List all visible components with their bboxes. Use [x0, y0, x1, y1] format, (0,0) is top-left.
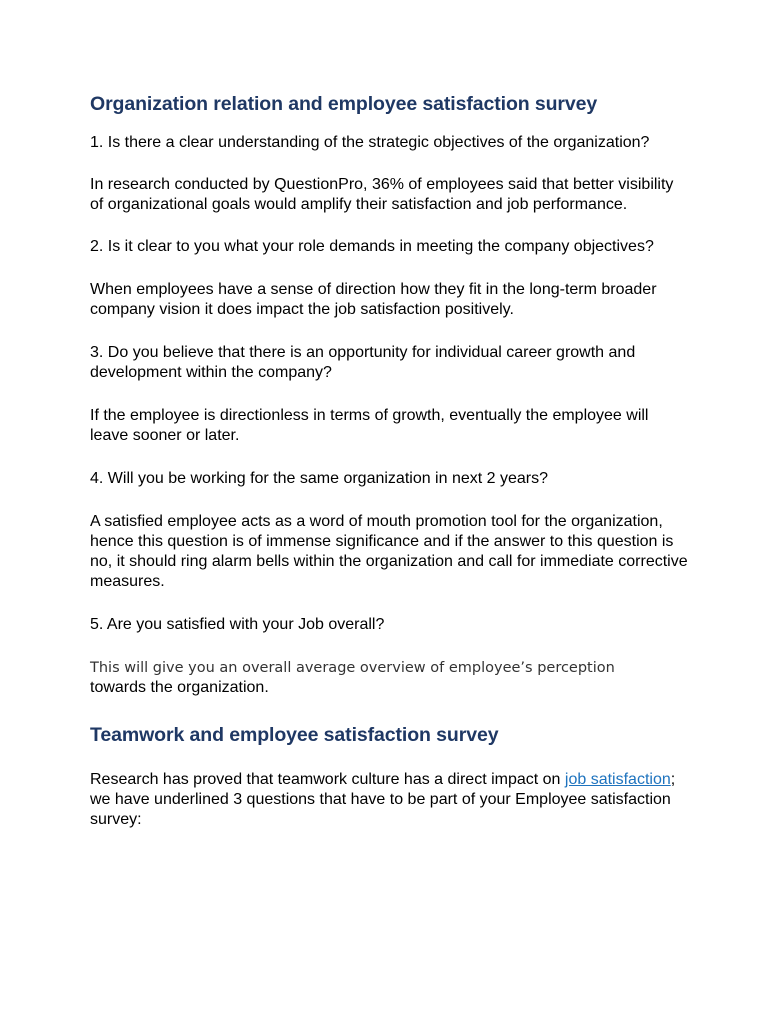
teamwork-intro: [90, 770, 688, 830]
question-4: 4. Will you be working for the same organization in next 2 years?: [90, 470, 549, 487]
answer-2: When employees have a sense of direction how they fit in the long-term broader company vision it does impact the job satisfaction positively.: [90, 281, 657, 318]
teamwork-intro-text-after-link: ; we have underlined 3 questions that have to be part of your Employee satisfaction survey:: [90, 771, 676, 828]
section-heading-teamwork: Teamwork and employee satisfaction survey: [90, 724, 499, 746]
question-5: 5. Are you satisfied with your Job overall?: [90, 616, 385, 633]
answer-4: A satisfied employee acts as a word of mouth promotion tool for the organization, hence this question is of immense significance and if the answer to this question is no, it should ring alarm bells within the organization and call for immediate corrective measures.: [90, 513, 688, 590]
job-satisfaction-link[interactable]: job satisfaction: [564, 771, 671, 788]
answer-5: [90, 658, 688, 698]
answer-5-part-2: towards the organization.: [90, 679, 269, 696]
section-heading-organization-relation: Organization relation and employee satisfaction survey: [90, 93, 598, 115]
question-3: 3. Do you believe that there is an opportunity for individual career growth and development within the company?: [90, 344, 636, 381]
answer-3: If the employee is directionless in terms of growth, eventually the employee will leave sooner or later.: [90, 407, 649, 444]
answer-1: In research conducted by QuestionPro, 36% of employees said that better visibility of organizational goals would amplify their satisfaction and job performance.: [90, 176, 674, 213]
question-1: 1. Is there a clear understanding of the strategic objectives of the organization?: [90, 134, 650, 151]
question-2: 2. Is it clear to you what your role demands in meeting the company objectives?: [90, 238, 654, 255]
answer-5-part-1: This will give you an overall average overview of employee’s perception: [90, 660, 615, 676]
teamwork-intro-text-before-link: Research has proved that teamwork culture has a direct impact on: [90, 771, 565, 788]
